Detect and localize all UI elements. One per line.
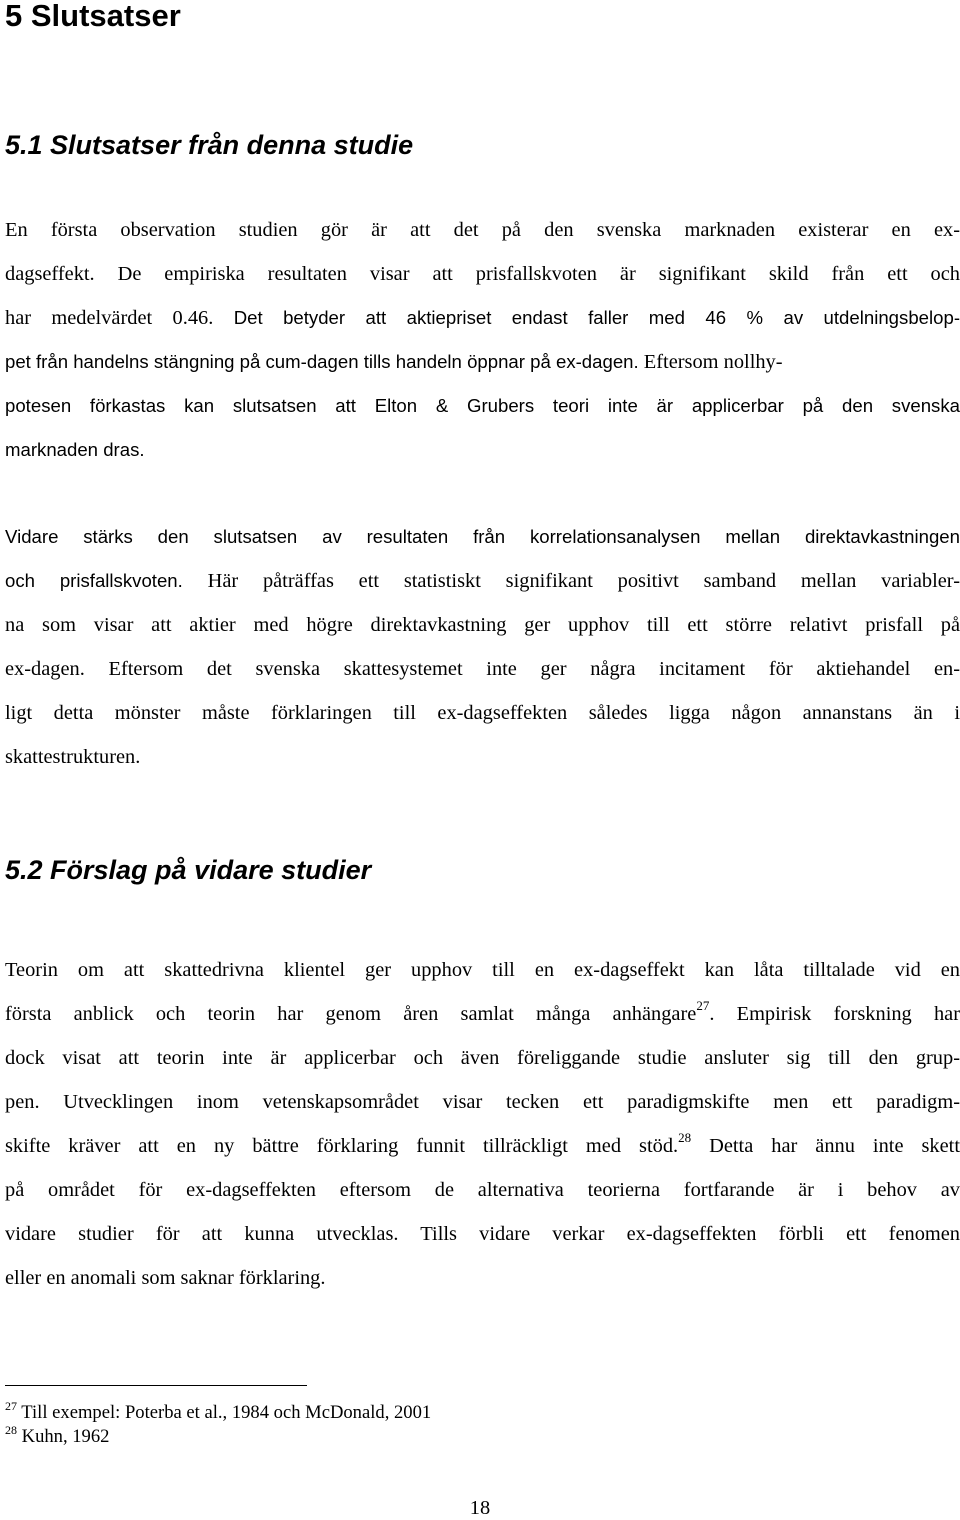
text-line (5, 992, 960, 1036)
section-heading-5-1: 5.1 Slutsatser från denna studie (5, 127, 413, 163)
text-run: första anblick och teorin har genom åren samlat många anhängare (5, 1003, 696, 1025)
footnote-text: Till exempel: Poterba et al., 1984 och McDonald, 2001 (17, 1402, 431, 1423)
text-run: Detta har ännu inte skett (691, 1135, 960, 1157)
body-paragraph-3 (5, 948, 960, 1300)
text-line: dock visat att teorin inte är applicerbar och även föreliggande studie ansluter sig till den grup- (5, 1036, 960, 1080)
text-line: eller en anomali som saknar förklaring. (5, 1256, 960, 1300)
text-line: En första observation studien gör är att det på den svenska marknaden existerar en ex- (5, 208, 960, 252)
text-line: vidare studier för att kunna utvecklas. Tills vidare verkar ex-dagseffekten förbli ett fenomen (5, 1212, 960, 1256)
text-run: . Empirisk forskning har (709, 1003, 960, 1025)
text-line (5, 340, 960, 384)
footnote-28 (5, 1425, 109, 1449)
footnote-text: Kuhn, 1962 (17, 1426, 109, 1447)
text-line: na som visar att aktier med högre direktavkastning ger upphov till ett större relativt prisfall på (5, 603, 960, 647)
text-line (5, 1124, 960, 1168)
text-run: och prisfallskvoten. (5, 570, 183, 591)
section-heading-5-2: 5.2 Förslag på vidare studier (5, 852, 371, 888)
text-line: pen. Utvecklingen inom vetenskapsområdet visar tecken ett paradigmskifte men ett paradigm- (5, 1080, 960, 1124)
footnote-number: 27 (5, 1399, 17, 1413)
text-line: potesen förkastas kan slutsatsen att Elton & Grubers teori inte är applicerbar på den svenska (5, 384, 960, 428)
footnote-separator (5, 1385, 307, 1386)
text-run: skifte kräver att en ny bättre förklaring funnit tillräckligt med stöd. (5, 1135, 678, 1157)
text-run: har medelvärdet 0.46. (5, 307, 213, 329)
text-run: Eftersom nollhy- (644, 351, 783, 373)
text-run: ex-dagen. (5, 658, 85, 680)
text-run: Här påträffas ett statistiskt signifikant positivt samband mellan variabler- (208, 570, 960, 592)
body-paragraph-1 (5, 208, 960, 472)
footnote-ref-27[interactable]: 27 (696, 998, 709, 1013)
footnote-number: 28 (5, 1423, 17, 1437)
chapter-title: 5 Slutsatser (5, 0, 181, 38)
text-line: marknaden dras. (5, 428, 960, 472)
body-paragraph-2 (5, 515, 960, 779)
text-line: ligt detta mönster måste förklaringen till ex-dagseffekten således ligga någon annanstans än i (5, 691, 960, 735)
footnote-27 (5, 1401, 431, 1425)
text-line (5, 559, 960, 603)
text-run: Eftersom det svenska skattesystemet inte ger några incitament för aktiehandel en- (109, 658, 960, 680)
text-line: skattestrukturen. (5, 735, 960, 779)
page-number: 18 (460, 1496, 500, 1520)
text-run: pet från handelns stängning på cum-dagen tills handeln öppnar på ex-dagen. (5, 351, 639, 372)
text-line: på området för ex-dagseffekten eftersom de alternativa teorierna fortfarande är i behov av (5, 1168, 960, 1212)
text-run: Det betyder att aktiepriset endast faller med 46 % av utdelningsbelop- (234, 307, 960, 328)
text-line (5, 296, 960, 340)
footnote-ref-28[interactable]: 28 (678, 1130, 691, 1145)
text-line: dagseffekt. De empiriska resultaten visar att prisfallskvoten är signifikant skild från ett och (5, 252, 960, 296)
text-line: Vidare stärks den slutsatsen av resultaten från korrelationsanalysen mellan direktavkastningen (5, 515, 960, 559)
text-line (5, 647, 960, 691)
text-line: Teorin om att skattedrivna klientel ger upphov till en ex-dagseffekt kan låta tilltalade vid en (5, 948, 960, 992)
